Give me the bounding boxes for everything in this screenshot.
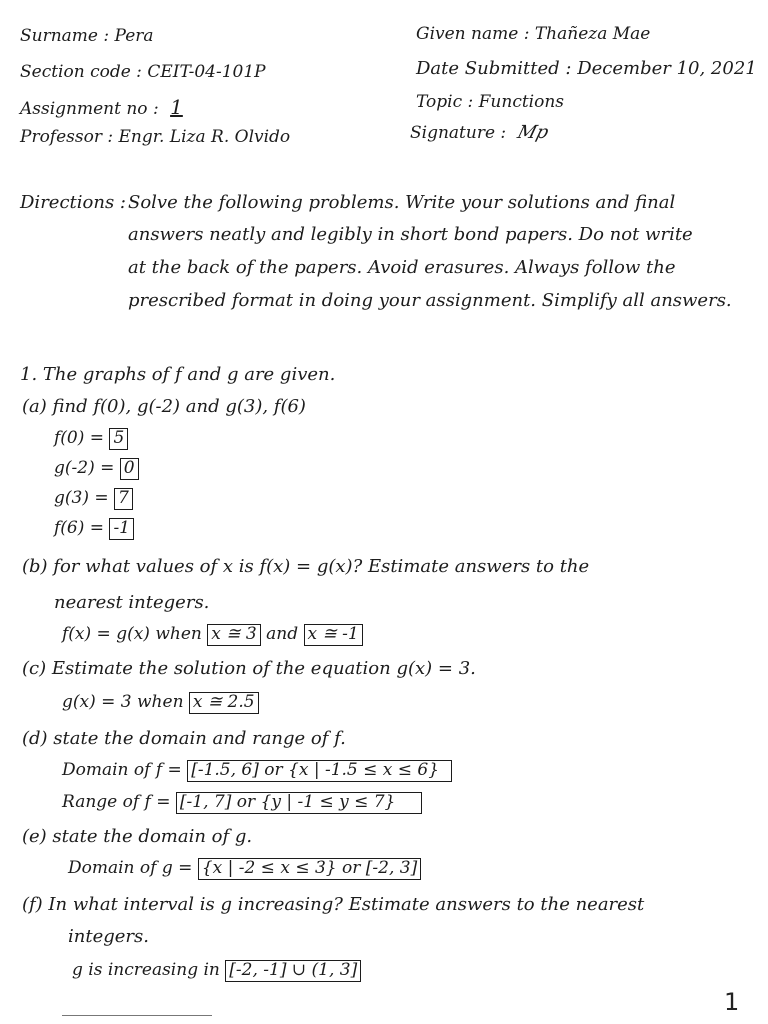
part-f-answer xyxy=(72,960,361,982)
part-b-answer-joiner: and xyxy=(266,624,299,644)
part-c-answer-box: x ≅ 2.5 xyxy=(189,692,259,714)
part-d-domain-box: [-1.5, 6] or {x | -1.5 ≤ x ≤ 6} xyxy=(187,760,452,782)
part-b-question-2: nearest integers. xyxy=(54,592,210,613)
part-d-domain xyxy=(62,760,452,782)
directions-line-4: prescribed format in doing your assignment. Simplify all answers. xyxy=(128,290,732,311)
page-number: 1 xyxy=(724,988,740,1016)
professor-line: Professor : Engr. Liza R. Olvido xyxy=(20,127,291,147)
part-e-domain xyxy=(68,858,421,880)
signature-line xyxy=(410,122,551,143)
footer-rule xyxy=(62,1015,212,1016)
part-a-answer-2 xyxy=(54,458,139,480)
part-f-answer-prefix: g is increasing in xyxy=(72,960,220,980)
part-a-answer-4 xyxy=(54,518,134,540)
part-a-lhs-2: g(-2) = xyxy=(54,458,115,478)
directions-label: Directions : xyxy=(20,192,126,213)
part-e-domain-prefix: Domain of g = xyxy=(68,858,193,878)
part-a-answer-3 xyxy=(54,488,133,510)
part-a-lhs-3: g(3) = xyxy=(54,488,109,508)
part-b-answer-prefix: f(x) = g(x) when xyxy=(62,624,202,644)
problem-intro: 1. The graphs of f and g are given. xyxy=(20,364,336,385)
part-c-answer xyxy=(62,692,259,714)
part-d-range-prefix: Range of f = xyxy=(62,792,171,812)
assignment-no-label: Assignment no : xyxy=(20,99,159,119)
part-e-domain-box: {x | -2 ≤ x ≤ 3} or [-2, 3] xyxy=(198,858,421,880)
part-a-lhs-1: f(0) = xyxy=(54,428,105,448)
assignment-no-value: 1 xyxy=(170,95,183,119)
part-a-lhs-4: f(6) = xyxy=(54,518,105,538)
part-d-question: (d) state the domain and range of f. xyxy=(22,728,346,749)
directions-line-1: Solve the following problems. Write your solutions and final xyxy=(128,192,676,213)
assignment-no-line xyxy=(20,95,183,119)
part-a-value-box-2: 0 xyxy=(120,458,139,480)
signature-mark: Mp xyxy=(514,122,551,143)
part-f-answer-box: [-2, -1] ∪ (1, 3] xyxy=(225,960,361,982)
part-b-answer-box-2: x ≅ -1 xyxy=(304,624,363,646)
part-a-question: (a) find f(0), g(-2) and g(3), f(6) xyxy=(22,396,306,417)
part-a-value-box-1: 5 xyxy=(109,428,128,450)
section-code-line: Section code : CEIT-04-101P xyxy=(20,62,266,82)
part-c-answer-prefix: g(x) = 3 when xyxy=(62,692,184,712)
part-b-answer xyxy=(62,624,363,646)
part-a-value-box-4: -1 xyxy=(109,518,134,540)
part-e-question: (e) state the domain of g. xyxy=(22,826,253,847)
part-a-answer-1 xyxy=(54,428,128,450)
part-b-answer-box-1: x ≅ 3 xyxy=(207,624,260,646)
part-b-question-1: (b) for what values of x is f(x) = g(x)? Estimate answers to the xyxy=(22,556,590,577)
part-d-domain-prefix: Domain of f = xyxy=(62,760,182,780)
directions-line-3: at the back of the papers. Avoid erasures. Always follow the xyxy=(128,257,676,278)
part-f-question-2: integers. xyxy=(68,926,149,947)
part-d-range xyxy=(62,792,422,814)
date-submitted-line: Date Submitted : December 10, 2021 xyxy=(416,58,757,79)
directions-line-2: answers neatly and legibly in short bond papers. Do not write xyxy=(128,224,693,245)
part-f-question-1: (f) In what interval is g increasing? Estimate answers to the nearest xyxy=(22,894,645,915)
part-c-question: (c) Estimate the solution of the equation g(x) = 3. xyxy=(22,658,476,679)
part-d-range-box: [-1, 7] or {y | -1 ≤ y ≤ 7} xyxy=(176,792,422,814)
part-a-value-box-3: 7 xyxy=(114,488,133,510)
given-name-line: Given name : Thañeza Mae xyxy=(416,24,651,44)
signature-label: Signature : xyxy=(410,123,507,143)
topic-line: Topic : Functions xyxy=(416,92,565,112)
surname-line: Surname : Pera xyxy=(20,26,154,46)
